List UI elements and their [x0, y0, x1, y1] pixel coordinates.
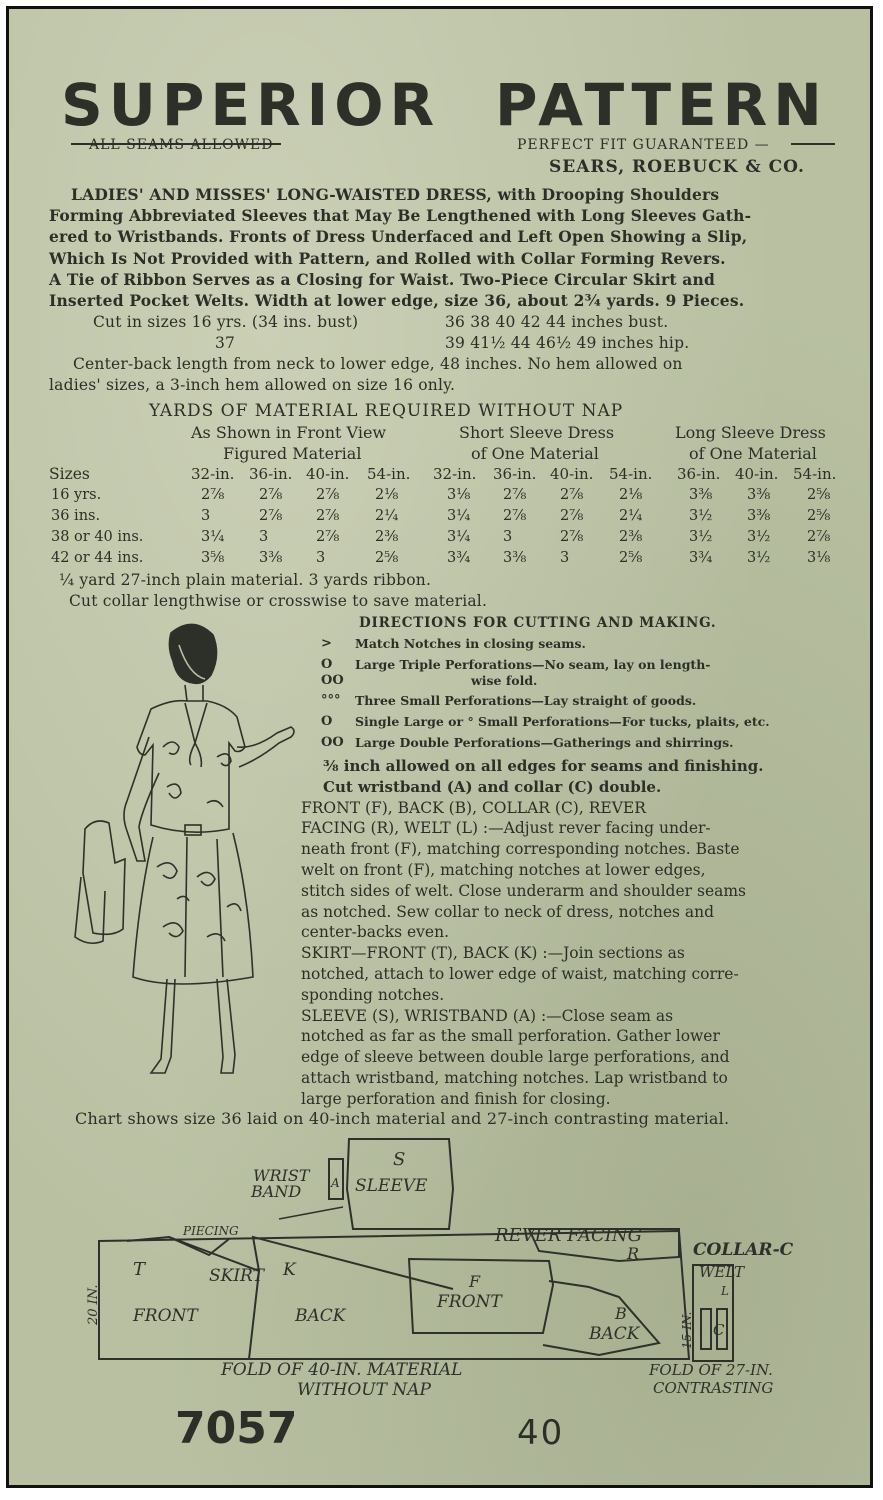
yardage-cell: 2⅞ — [316, 508, 340, 524]
s-label: S — [393, 1149, 406, 1170]
piecing-label: PIECING — [183, 1224, 239, 1238]
description-line: Which Is Not Provided with Pattern, and Rolled with Collar Forming Revers. — [49, 249, 726, 268]
direction-line: ⅜ inch allowed on all edges for seams and finishing. — [323, 757, 764, 775]
perforation-symbol: OO — [321, 673, 344, 688]
yardage-title: YARDS OF MATERIAL REQUIRED WITHOUT NAP — [149, 401, 624, 421]
yardage-cell: 2⅛ — [619, 487, 643, 503]
direction-line: edge of sleeve between double large perforations, and — [301, 1048, 730, 1067]
pattern-number: 7057 — [175, 1403, 298, 1454]
fold-contrasting-label: FOLD OF 27-IN. — [649, 1361, 773, 1379]
cutting-layout-chart — [9, 1129, 873, 1419]
yardage-cell: 3⅜ — [747, 487, 771, 503]
a-label: A — [331, 1176, 340, 1190]
width-header: 36-in. — [493, 465, 537, 483]
width-header: 32-in. — [433, 465, 477, 483]
yardage-cell: 2⅞ — [259, 508, 283, 524]
direction-line: stitch sides of welt. Close underarm and shoulder seams — [301, 881, 747, 900]
direction-line: notched, attach to lower edge of waist, matching corre- — [301, 965, 739, 983]
yardage-cell: 3¾ — [447, 550, 471, 566]
yardage-note: ¼ yard 27-inch plain material. 3 yards ribbon. — [59, 571, 432, 589]
yardage-cell: 3¼ — [447, 529, 471, 545]
group-heading: Long Sleeve Dress — [675, 423, 826, 442]
pattern-price: 40 — [517, 1413, 565, 1453]
fold-label: WITHOUT NAP — [297, 1380, 431, 1400]
directions-title: DIRECTIONS FOR CUTTING AND MAKING. — [359, 615, 717, 631]
width-header: 32-in. — [191, 465, 235, 483]
t-label: T — [133, 1259, 146, 1280]
yardage-cell: 3⅜ — [503, 550, 527, 566]
yardage-cell: 3 — [201, 508, 211, 524]
direction-line: attach wristband, matching notches. Lap wristband to — [301, 1069, 728, 1087]
yardage-cell: 3⅛ — [807, 550, 831, 566]
yardage-cell: 3½ — [689, 529, 713, 545]
back-label: BACK — [589, 1324, 640, 1344]
direction-line: sponding notches. — [301, 985, 445, 1004]
title-pattern: PATTERN — [495, 71, 828, 139]
direction-line: FACING (R), WELT (L) :—Adjust rever facing under- — [301, 819, 711, 838]
yardage-cell: 3⅜ — [747, 508, 771, 524]
yardage-cell: 2⅞ — [560, 487, 584, 503]
rever-facing-label: REVER FACING — [495, 1225, 643, 1246]
fold-label: FOLD OF 40-IN. MATERIAL — [221, 1360, 463, 1380]
yardage-cell: 2⅞ — [503, 487, 527, 503]
group-heading: Figured Material — [223, 444, 362, 463]
skirt-front-outline — [127, 1237, 259, 1359]
yardage-cell: 3⅝ — [201, 550, 225, 566]
width-header: 36-in. — [249, 465, 293, 483]
yardage-cell: 2⅞ — [807, 529, 831, 545]
direction-line: welt on front (F), matching notches at lower edges, — [301, 861, 706, 879]
yardage-cell: 2⅞ — [503, 508, 527, 524]
size-cell: 36 ins. — [51, 508, 101, 524]
fold-contrasting-label: CONTRASTING — [653, 1379, 774, 1397]
direction-line: as notched. Sew collar to neck of dress, notches and — [301, 902, 715, 921]
direction-item: Match Notches in closing seams. — [355, 636, 586, 651]
yardage-cell: 2⅞ — [259, 487, 283, 503]
sizes-header: Sizes — [49, 465, 90, 483]
yardage-cell: 3 — [259, 529, 269, 545]
description-line: ered to Wristbands. Fronts of Dress Underfaced and Left Open Showing a Slip, — [49, 227, 748, 246]
cut-sizes-label: Cut in sizes 16 yrs. (34 ins. bust) — [93, 313, 359, 331]
c-label: C — [713, 1321, 725, 1339]
yardage-cell: 2⅜ — [375, 529, 399, 545]
perforation-symbol: °°° — [321, 693, 341, 708]
width-header: 54-in. — [793, 465, 837, 483]
b-label: B — [615, 1304, 627, 1323]
yardage-cell: 2⅞ — [201, 487, 225, 503]
yardage-cell: 2⅞ — [560, 529, 584, 545]
title-underline-right — [791, 143, 835, 145]
direction-line: FRONT (F), BACK (B), COLLAR (C), REVER — [301, 798, 646, 817]
hip-sizes: 39 41½ 44 46½ 49 inches hip. — [445, 334, 690, 352]
yardage-cell: 2¼ — [375, 508, 399, 524]
yardage-note: Cut collar lengthwise or crosswise to save material. — [69, 592, 488, 610]
yardage-cell: 2⅝ — [619, 550, 643, 566]
direction-line: SKIRT—FRONT (T), BACK (K) :—Join sections as — [301, 944, 685, 963]
fifteen-inch-label: 15 IN. — [680, 1311, 694, 1349]
yardage-cell: 3 — [503, 529, 513, 545]
yardage-cell: 3½ — [747, 550, 771, 566]
yardage-cell: 2⅞ — [560, 508, 584, 524]
wristband-label: WRIST — [253, 1166, 310, 1185]
size-cell: 38 or 40 ins. — [51, 529, 144, 545]
skirt-back-label: BACK — [295, 1306, 346, 1326]
guarantee-label: PERFECT FIT GUARANTEED — — [517, 137, 770, 153]
front-label: FRONT — [437, 1292, 502, 1312]
width-header: 54-in. — [367, 465, 411, 483]
width-header: 40-in. — [735, 465, 779, 483]
collar-label: COLLAR-C — [693, 1240, 794, 1260]
yardage-cell: 3 — [316, 550, 326, 566]
width-header: 54-in. — [609, 465, 653, 483]
perforation-symbol: O — [321, 657, 333, 672]
yardage-cell: 3⅜ — [259, 550, 283, 566]
yardage-cell: 3¼ — [447, 508, 471, 524]
twenty-inch-label: 20 IN. — [86, 1284, 101, 1325]
direction-item: Large Double Perforations—Gatherings and shirrings. — [355, 735, 734, 750]
chart-note: Chart shows size 36 laid on 40-inch material and 27-inch contrasting material. — [75, 1109, 730, 1128]
bust-sizes: 36 38 40 42 44 inches bust. — [445, 313, 669, 331]
perforation-symbol: OO — [321, 735, 344, 750]
group-heading: of One Material — [689, 444, 817, 463]
yardage-cell: 2⅛ — [375, 487, 399, 503]
skirt-front-label: FRONT — [133, 1306, 198, 1326]
direction-item: Single Large or ° Small Perforations—For tucks, plaits, etc. — [355, 714, 770, 729]
direction-item: wise fold. — [471, 673, 538, 688]
f-label: F — [469, 1272, 481, 1291]
direction-item: Three Small Perforations—Lay straight of goods. — [355, 693, 697, 708]
size-cell: 16 yrs. — [51, 487, 102, 503]
direction-item: Large Triple Perforations—No seam, lay on length- — [355, 657, 711, 672]
group-heading: Short Sleeve Dress — [459, 423, 615, 442]
length-note: ladies' sizes, a 3-inch hem allowed on size 16 only. — [49, 376, 456, 394]
direction-line: notched as far as the small perforation. Gather lower — [301, 1027, 720, 1046]
yardage-cell: 3½ — [747, 529, 771, 545]
yardage-cell: 2⅝ — [807, 487, 831, 503]
skirt-label: SKIRT — [209, 1266, 264, 1286]
title-superior: SUPERIOR — [61, 71, 441, 139]
company-name: SEARS, ROEBUCK & CO. — [549, 157, 805, 177]
yardage-cell: 2¼ — [619, 508, 643, 524]
yardage-cell: 3¾ — [689, 550, 713, 566]
direction-line: neath front (F), matching corresponding notches. Baste — [301, 840, 740, 859]
l-label: L — [721, 1284, 729, 1298]
sleeve-label: SLEEVE — [355, 1176, 428, 1196]
seams-allowed-label: ALL SEAMS ALLOWED — [89, 137, 274, 153]
direction-line: center-backs even. — [301, 923, 450, 942]
description-line: Inserted Pocket Welts. Width at lower edge, size 36, about 2¾ yards. 9 Pieces. — [49, 291, 745, 310]
hip-first-size: 37 — [215, 334, 236, 352]
direction-line: large perforation and finish for closing. — [301, 1089, 611, 1108]
yardage-cell: 2⅝ — [807, 508, 831, 524]
size-cell: 42 or 44 ins. — [51, 550, 144, 566]
perforation-symbol: O — [321, 714, 333, 729]
pattern-envelope — [6, 6, 873, 1488]
k-label: K — [283, 1260, 296, 1280]
group-heading: of One Material — [471, 444, 599, 463]
direction-line: SLEEVE (S), WRISTBAND (A) :—Close seam as — [301, 1006, 674, 1025]
yardage-cell: 2⅞ — [316, 529, 340, 545]
description-line: LADIES' AND MISSES' LONG-WAISTED DRESS, with Drooping Shoulders — [71, 185, 720, 204]
wristband-label: BAND — [251, 1182, 302, 1201]
yardage-cell: 2⅝ — [375, 550, 399, 566]
yardage-cell: 3⅛ — [447, 487, 471, 503]
yardage-cell: 3 — [560, 550, 570, 566]
length-note: Center-back length from neck to lower edge, 48 inches. No hem allowed on — [73, 355, 683, 373]
width-header: 36-in. — [677, 465, 721, 483]
description-line: A Tie of Ribbon Serves as a Closing for Waist. Two-Piece Circular Skirt and — [49, 270, 716, 289]
yardage-cell: 2⅞ — [316, 487, 340, 503]
width-header: 40-in. — [306, 465, 350, 483]
group-heading: As Shown in Front View — [191, 423, 387, 442]
yardage-cell: 2⅜ — [619, 529, 643, 545]
perforation-symbol: > — [321, 636, 332, 651]
yardage-cell: 3½ — [689, 508, 713, 524]
direction-line: Cut wristband (A) and collar (C) double. — [323, 777, 662, 796]
yardage-cell: 3¼ — [201, 529, 225, 545]
description-line: Forming Abbreviated Sleeves that May Be Lengthened with Long Sleeves Gath- — [49, 206, 752, 225]
yardage-cell: 3⅜ — [689, 487, 713, 503]
width-header: 40-in. — [550, 465, 594, 483]
dress-illustration — [67, 607, 307, 1107]
r-label: R — [627, 1244, 640, 1263]
welt-label: WELT — [699, 1263, 745, 1281]
